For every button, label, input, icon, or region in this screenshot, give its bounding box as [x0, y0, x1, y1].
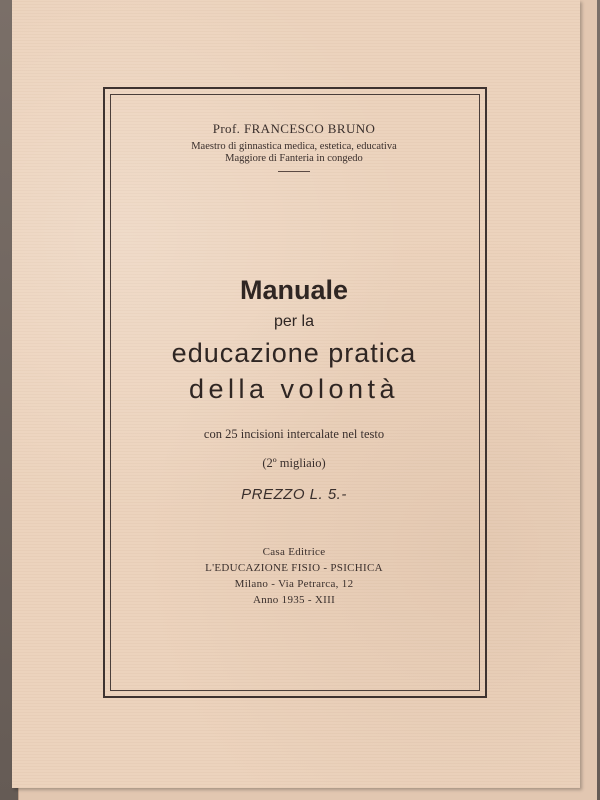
title-line-2: della volontà	[188, 374, 400, 404]
publisher-line-2: L'EDUCAZIONE FISIO - PSICHICA	[205, 562, 383, 574]
title-conjunction: per la	[273, 313, 315, 330]
title-main: Manuale	[239, 275, 349, 305]
edition-note: (2º migliaio)	[262, 456, 326, 470]
publisher-line-3: Milano - Via Petrarca, 12	[234, 578, 354, 590]
title-line-1: educazione pratica	[171, 338, 417, 368]
author-description	[112, 141, 476, 165]
cover-content	[112, 94, 476, 608]
ornament-divider	[278, 171, 310, 172]
author-line-1: Maestro di ginnastica medica, estetica, educativa	[191, 141, 397, 152]
illustrations-note: con 25 incisioni intercalate nel testo	[203, 427, 385, 441]
publisher-block	[112, 544, 476, 608]
author-line-2: Maggiore di Fanteria in congedo	[225, 153, 363, 164]
book-cover	[12, 0, 580, 788]
publisher-line-4: Anno 1935 - XIII	[252, 594, 336, 606]
publisher-line-1: Casa Editrice	[262, 546, 326, 558]
price: PREZZO L. 5.-	[241, 486, 347, 503]
author-name: Prof. FRANCESCO BRUNO	[212, 121, 376, 136]
